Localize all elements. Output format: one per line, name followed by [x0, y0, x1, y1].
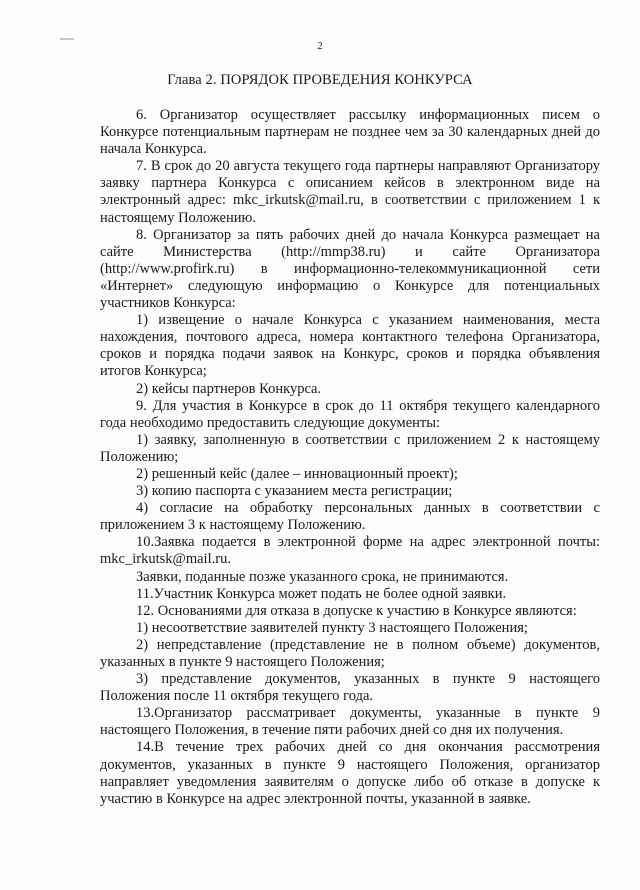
- paragraph-9-item-3: 3) копию паспорта с указанием места регистрации;: [136, 483, 453, 500]
- paragraph-8-item-2: 2) кейсы партнеров Конкурса.: [136, 380, 322, 397]
- paragraph-14: 14.В течение трех рабочих дней со дня окончания рассмотрения документов, указанных в пункте 9 настоящего Положения, организатор направляет уведомления заявителям о допуске либо об отказе в допуске к участию в Конкурсе на адрес электронной почты, указанной в заявке.: [100, 739, 600, 807]
- paragraph-12: 12. Основаниями для отказа в допуске к участию в Конкурсе являются:: [136, 602, 577, 619]
- page-number: 2: [317, 40, 323, 52]
- paragraph-8-item-1: 1) извещение о начале Конкурса с указанием наименования, места нахождения, почтового адреса, номера контактного телефона Организатора, сроков и порядка подачи заявок на Конкурс, сроков и порядка объявления итогов Конкурса;: [100, 312, 600, 380]
- paragraph-11: 11.Участник Конкурса может подать не более одной заявки.: [136, 585, 507, 602]
- paragraph-12-item-2: 2) непредставление (представление не в полном объеме) документов, указанных в пункте 9 настоящего Положения;: [100, 636, 600, 670]
- paragraph-6: 6. Организатор осуществляет рассылку информационных писем о Конкурсе потенциальным партнерам не позднее чем за 30 календарных дней до начала Конкурса.: [100, 107, 600, 158]
- paragraph-13: 13.Организатор рассматривает документы, указанные в пункте 9 настоящего Положения, в течение пяти рабочих дней со дня их получения.: [100, 705, 600, 739]
- paragraph-12-item-3: 3) представление документов, указанных в пункте 9 настоящего Положения после 11 октября текущего года.: [100, 671, 600, 705]
- document-body: [100, 107, 600, 808]
- paragraph-12-item-1: 1) несоответствие заявителей пункту 3 настоящего Положения;: [136, 619, 528, 636]
- paragraph-9: 9. Для участия в Конкурсе в срок до 11 октября текущего календарного года необходимо предоставить следующие документы:: [100, 397, 600, 431]
- paragraph-8: 8. Организатор за пять рабочих дней до начала Конкурса размещает на сайте Министерства (http://mmp38.ru) и сайте Организатора (http://www.profirk.ru) в информационно-телекоммуникационной сети «Интернет» следующую информацию о Конкурсе для потенциальных участников Конкурса:: [100, 226, 600, 312]
- chapter-title: Глава 2. ПОРЯДОК ПРОВЕДЕНИЯ КОНКУРСА: [167, 72, 473, 88]
- paragraph-9-item-4: 4) согласие на обработку персональных данных в соответствии с приложением 3 к настоящему Положению.: [100, 500, 600, 534]
- paragraph-9-item-1: 1) заявку, заполненную в соответствии с приложением 2 к настоящему Положению;: [100, 431, 600, 465]
- paragraph-9-item-2: 2) решенный кейс (далее – инновационный проект);: [136, 465, 458, 482]
- paragraph-10-note: Заявки, поданные позже указанного срока, не принимаются.: [136, 568, 509, 585]
- paragraph-7: 7. В срок до 20 августа текущего года партнеры направляют Организатору заявку партнера Конкурса с описанием кейсов в электронном виде на электронный адрес: mkc_irkutsk@mail.ru, в соответствии с приложением 1 к настоящему Положению.: [100, 158, 600, 226]
- paragraph-10: 10.Заявка подается в электронной форме на адрес электронной почты: mkc_irkutsk@mail.ru.: [100, 534, 600, 568]
